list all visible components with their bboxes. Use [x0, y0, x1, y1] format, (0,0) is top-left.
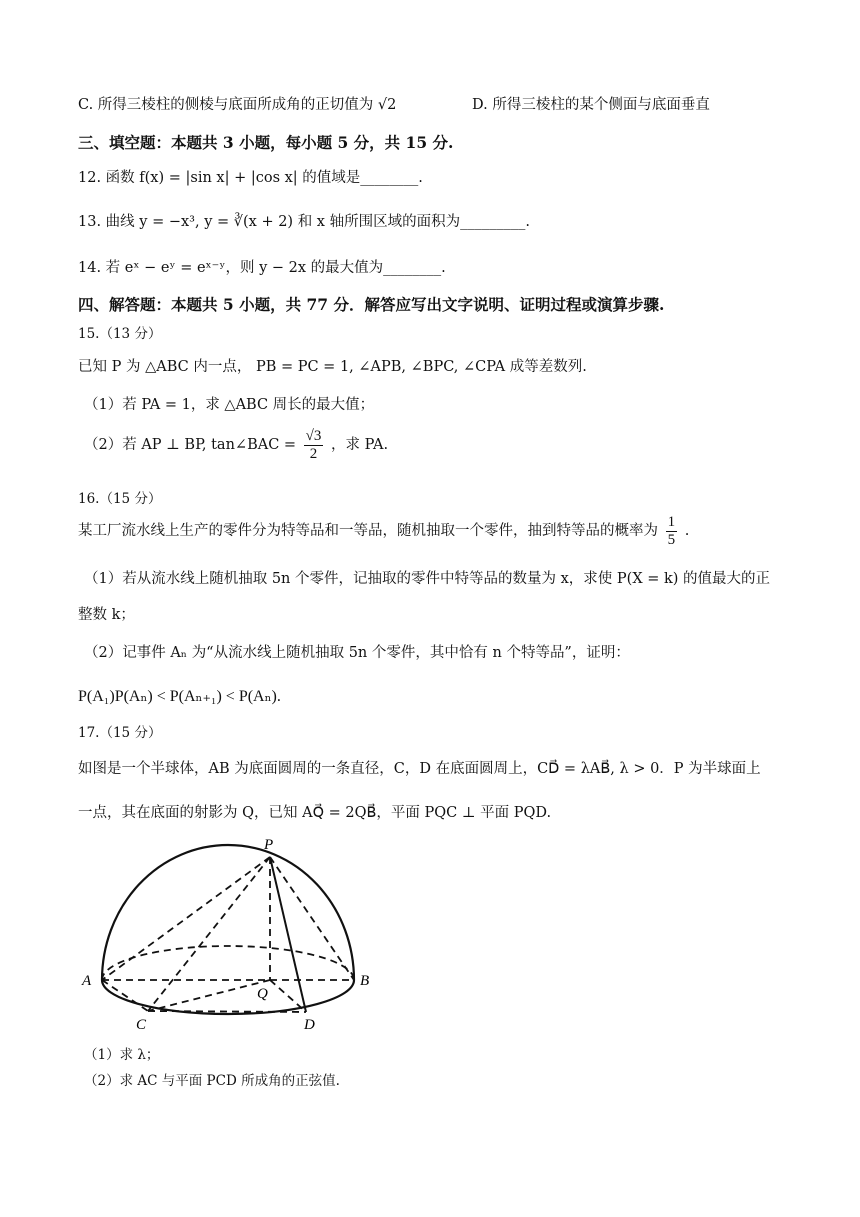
- label-Q: Q: [257, 986, 268, 1002]
- segment-QC: [148, 980, 270, 1011]
- question-16-header: 16.（15 分）: [78, 491, 162, 507]
- option-d: D. 所得三棱柱的某个侧面与底面垂直: [472, 97, 710, 113]
- question-12: 12. 函数 f(x) = |sin x| + |cos x| 的值域是________.: [78, 170, 423, 186]
- question-14: 14. 若 eˣ − eʸ = eˣ⁻ʸ，则 y − 2x 的最大值为________.: [78, 260, 446, 276]
- question-15-part-1: （1）若 PA = 1，求 △ABC 周长的最大值；: [84, 397, 375, 413]
- segment-PB: [270, 857, 354, 980]
- question-17-part-2: （2）求 AC 与平面 PCD 所成角的正弦值.: [84, 1073, 340, 1089]
- segment-PA: [102, 857, 270, 980]
- section-4-heading: 四、解答题：本题共 5 小题，共 77 分．解答应写出文字说明、证明过程或演算步骤.: [78, 295, 665, 314]
- question-16-stem: 某工厂流水线上生产的零件分为特等品和一等品，随机抽取一个零件，抽到特等品的概率为 $\frac{1}{5}$ .: [78, 514, 690, 548]
- question-16-part-1-cont: 整数 k；: [78, 607, 135, 623]
- segment-PC: [148, 857, 270, 1011]
- label-B: B: [360, 973, 370, 989]
- question-16-part-1: （1）若从流水线上随机抽取 5n 个零件，记抽取的零件中特等品的数量为 x，求使 P(X = k) 的值最大的正: [84, 571, 771, 587]
- label-C: C: [136, 1017, 147, 1033]
- hemisphere-diagram: [74, 835, 384, 1035]
- question-16-part-2-formula: P(A₁)P(Aₙ) < P(Aₙ₊₁) < P(Aₙ).: [78, 688, 281, 705]
- question-17-part-1: （1）求 λ；: [84, 1047, 160, 1063]
- segment-AC: [102, 980, 148, 1011]
- question-13: 13. 曲线 y = −x³, y = ∛(x + 2) 和 x 轴所围区域的面积为_________.: [78, 214, 530, 230]
- section-3-heading: 三、填空题：本题共 3 小题，每小题 5 分，共 15 分.: [78, 133, 454, 152]
- base-back-arc: [102, 946, 354, 980]
- hemisphere-figure: [74, 835, 384, 1035]
- label-P: P: [264, 837, 274, 853]
- fraction-sqrt3-over-2: $\frac{√3}{2}$: [305, 428, 322, 462]
- question-17-stem: 如图是一个半球体，AB 为底面圆周的一条直径，C，D 在底面圆周上，CD⃗ = λAB⃗, λ > 0．P 为半球面上: [78, 761, 761, 777]
- question-15-part-2: （2）若 AP ⊥ BP, tan∠BAC = $\frac{√3}{2}$ ，求 PA.: [84, 428, 389, 462]
- question-15-header: 15.（13 分）: [78, 326, 162, 342]
- question-15-stem: 已知 P 为 △ABC 内一点， PB = PC = 1, ∠APB, ∠BPC, ∠CPA 成等差数列.: [78, 359, 587, 375]
- dome-arc: [102, 845, 354, 980]
- segment-PD: [270, 857, 306, 1012]
- option-c: C. 所得三棱柱的侧棱与底面所成角的正切值为 √2: [78, 97, 397, 113]
- question-16-part-2: （2）记事件 Aₙ 为“从流水线上随机抽取 5n 个零件，其中恰有 n 个特等品”，证明：: [84, 645, 630, 661]
- base-front-arc: [102, 980, 354, 1014]
- label-D: D: [304, 1017, 315, 1033]
- question-17-header: 17.（15 分）: [78, 725, 162, 741]
- question-17-stem-cont: 一点，其在底面的射影为 Q，已知 AQ⃗ = 2QB⃗，平面 PQC ⊥ 平面 PQD.: [78, 805, 552, 821]
- fraction-1-over-5: $\frac{1}{5}$: [667, 514, 676, 548]
- label-A: A: [82, 973, 92, 989]
